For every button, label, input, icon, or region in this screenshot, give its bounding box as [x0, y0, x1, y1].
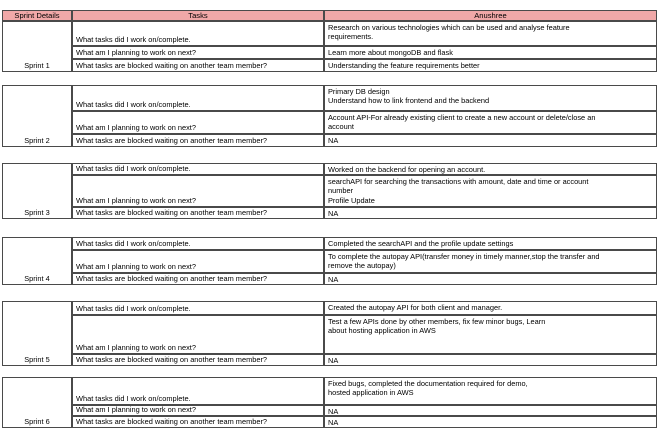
sprint-label: Sprint 6 — [2, 377, 72, 428]
task-answer — [324, 85, 657, 111]
task-answer — [324, 163, 657, 175]
task-answer — [324, 250, 657, 273]
answer-line: Learn more about mongoDB and flask — [328, 47, 453, 57]
task-answer — [324, 315, 657, 354]
answer-line: Fixed bugs, completed the documentation required for demo, — [328, 378, 528, 388]
task-answer — [324, 111, 657, 134]
task-answer — [324, 21, 657, 46]
answer-line: NA — [328, 135, 339, 145]
answer-line: remove the autopay) — [328, 261, 396, 270]
answer-line: requirements. — [328, 32, 374, 41]
answer-line: Research on various technologies which can be used and analyse feature — [328, 22, 570, 32]
answer-line: NA — [328, 208, 339, 218]
answer-line: NA — [328, 406, 339, 416]
task-answer — [324, 134, 657, 147]
task-answer — [324, 354, 657, 366]
answer-line: hosted application in AWS — [328, 388, 414, 397]
answer-line: about hosting application in AWS — [328, 326, 436, 335]
answer-line: NA — [328, 417, 339, 427]
answer-line: Worked on the backend for opening an account. — [328, 164, 486, 174]
sprint-label: Sprint 3 — [2, 163, 72, 219]
answer-line: NA — [328, 274, 339, 284]
task-question: What am I planning to work on next? — [72, 315, 324, 354]
task-question: What tasks did I work on/complete. — [72, 301, 324, 315]
task-question: What tasks did I work on/complete. — [72, 85, 324, 111]
task-question: What tasks are blocked waiting on another team member? — [72, 59, 324, 72]
answer-line: Understand how to link frontend and the backend — [328, 96, 490, 105]
sprint-label: Sprint 1 — [2, 21, 72, 72]
task-answer — [324, 377, 657, 405]
answer-line: Completed the searchAPI and the profile update settings — [328, 238, 514, 248]
answer-line: searchAPI for searching the transactions with amount, date and time or account — [328, 176, 589, 186]
task-question: What tasks are blocked waiting on another team member? — [72, 354, 324, 366]
sprint-label: Sprint 2 — [2, 85, 72, 147]
task-question: What tasks did I work on/complete. — [72, 21, 324, 46]
task-question: What tasks are blocked waiting on another team member? — [72, 134, 324, 147]
answer-line: Test a few APIs done by other members, fix few minor bugs, Learn — [328, 316, 546, 326]
answer-line: To complete the autopay API(transfer money in timely manner,stop the transfer and — [328, 251, 600, 261]
task-answer — [324, 59, 657, 72]
task-question: What am I planning to work on next? — [72, 175, 324, 207]
task-question: What tasks did I work on/complete. — [72, 377, 324, 405]
task-answer — [324, 405, 657, 416]
task-answer — [324, 207, 657, 219]
answer-line: Account API-For already existing client to create a new account or delete/close an — [328, 112, 596, 122]
task-answer — [324, 416, 657, 428]
task-question: What am I planning to work on next? — [72, 46, 324, 59]
task-answer — [324, 301, 657, 315]
task-answer — [324, 237, 657, 250]
task-question: What am I planning to work on next? — [72, 250, 324, 273]
task-question: What am I planning to work on next? — [72, 405, 324, 416]
task-question: What tasks are blocked waiting on another team member? — [72, 416, 324, 428]
header-sprint-details: Sprint Details — [2, 10, 72, 21]
header-tasks: Tasks — [72, 10, 324, 21]
header-anushree: Anushree — [324, 10, 657, 21]
task-question: What am I planning to work on next? — [72, 111, 324, 134]
answer-line: Profile Update — [328, 195, 375, 205]
task-answer — [324, 273, 657, 285]
answer-line: account — [328, 122, 354, 131]
answer-line: Created the autopay API for both client and manager. — [328, 302, 503, 312]
answer-line: Understanding the feature requirements better — [328, 60, 480, 70]
answer-line: NA — [328, 355, 339, 365]
sprint-label: Sprint 4 — [2, 237, 72, 285]
task-question: What tasks did I work on/complete. — [72, 163, 324, 175]
task-question: What tasks did I work on/complete. — [72, 237, 324, 250]
task-answer — [324, 46, 657, 59]
sprint-label: Sprint 5 — [2, 301, 72, 366]
task-question: What tasks are blocked waiting on another team member? — [72, 273, 324, 285]
answer-line: Primary DB design — [328, 86, 390, 96]
answer-line: number — [328, 186, 354, 195]
task-answer — [324, 175, 657, 207]
task-question: What tasks are blocked waiting on another team member? — [72, 207, 324, 219]
